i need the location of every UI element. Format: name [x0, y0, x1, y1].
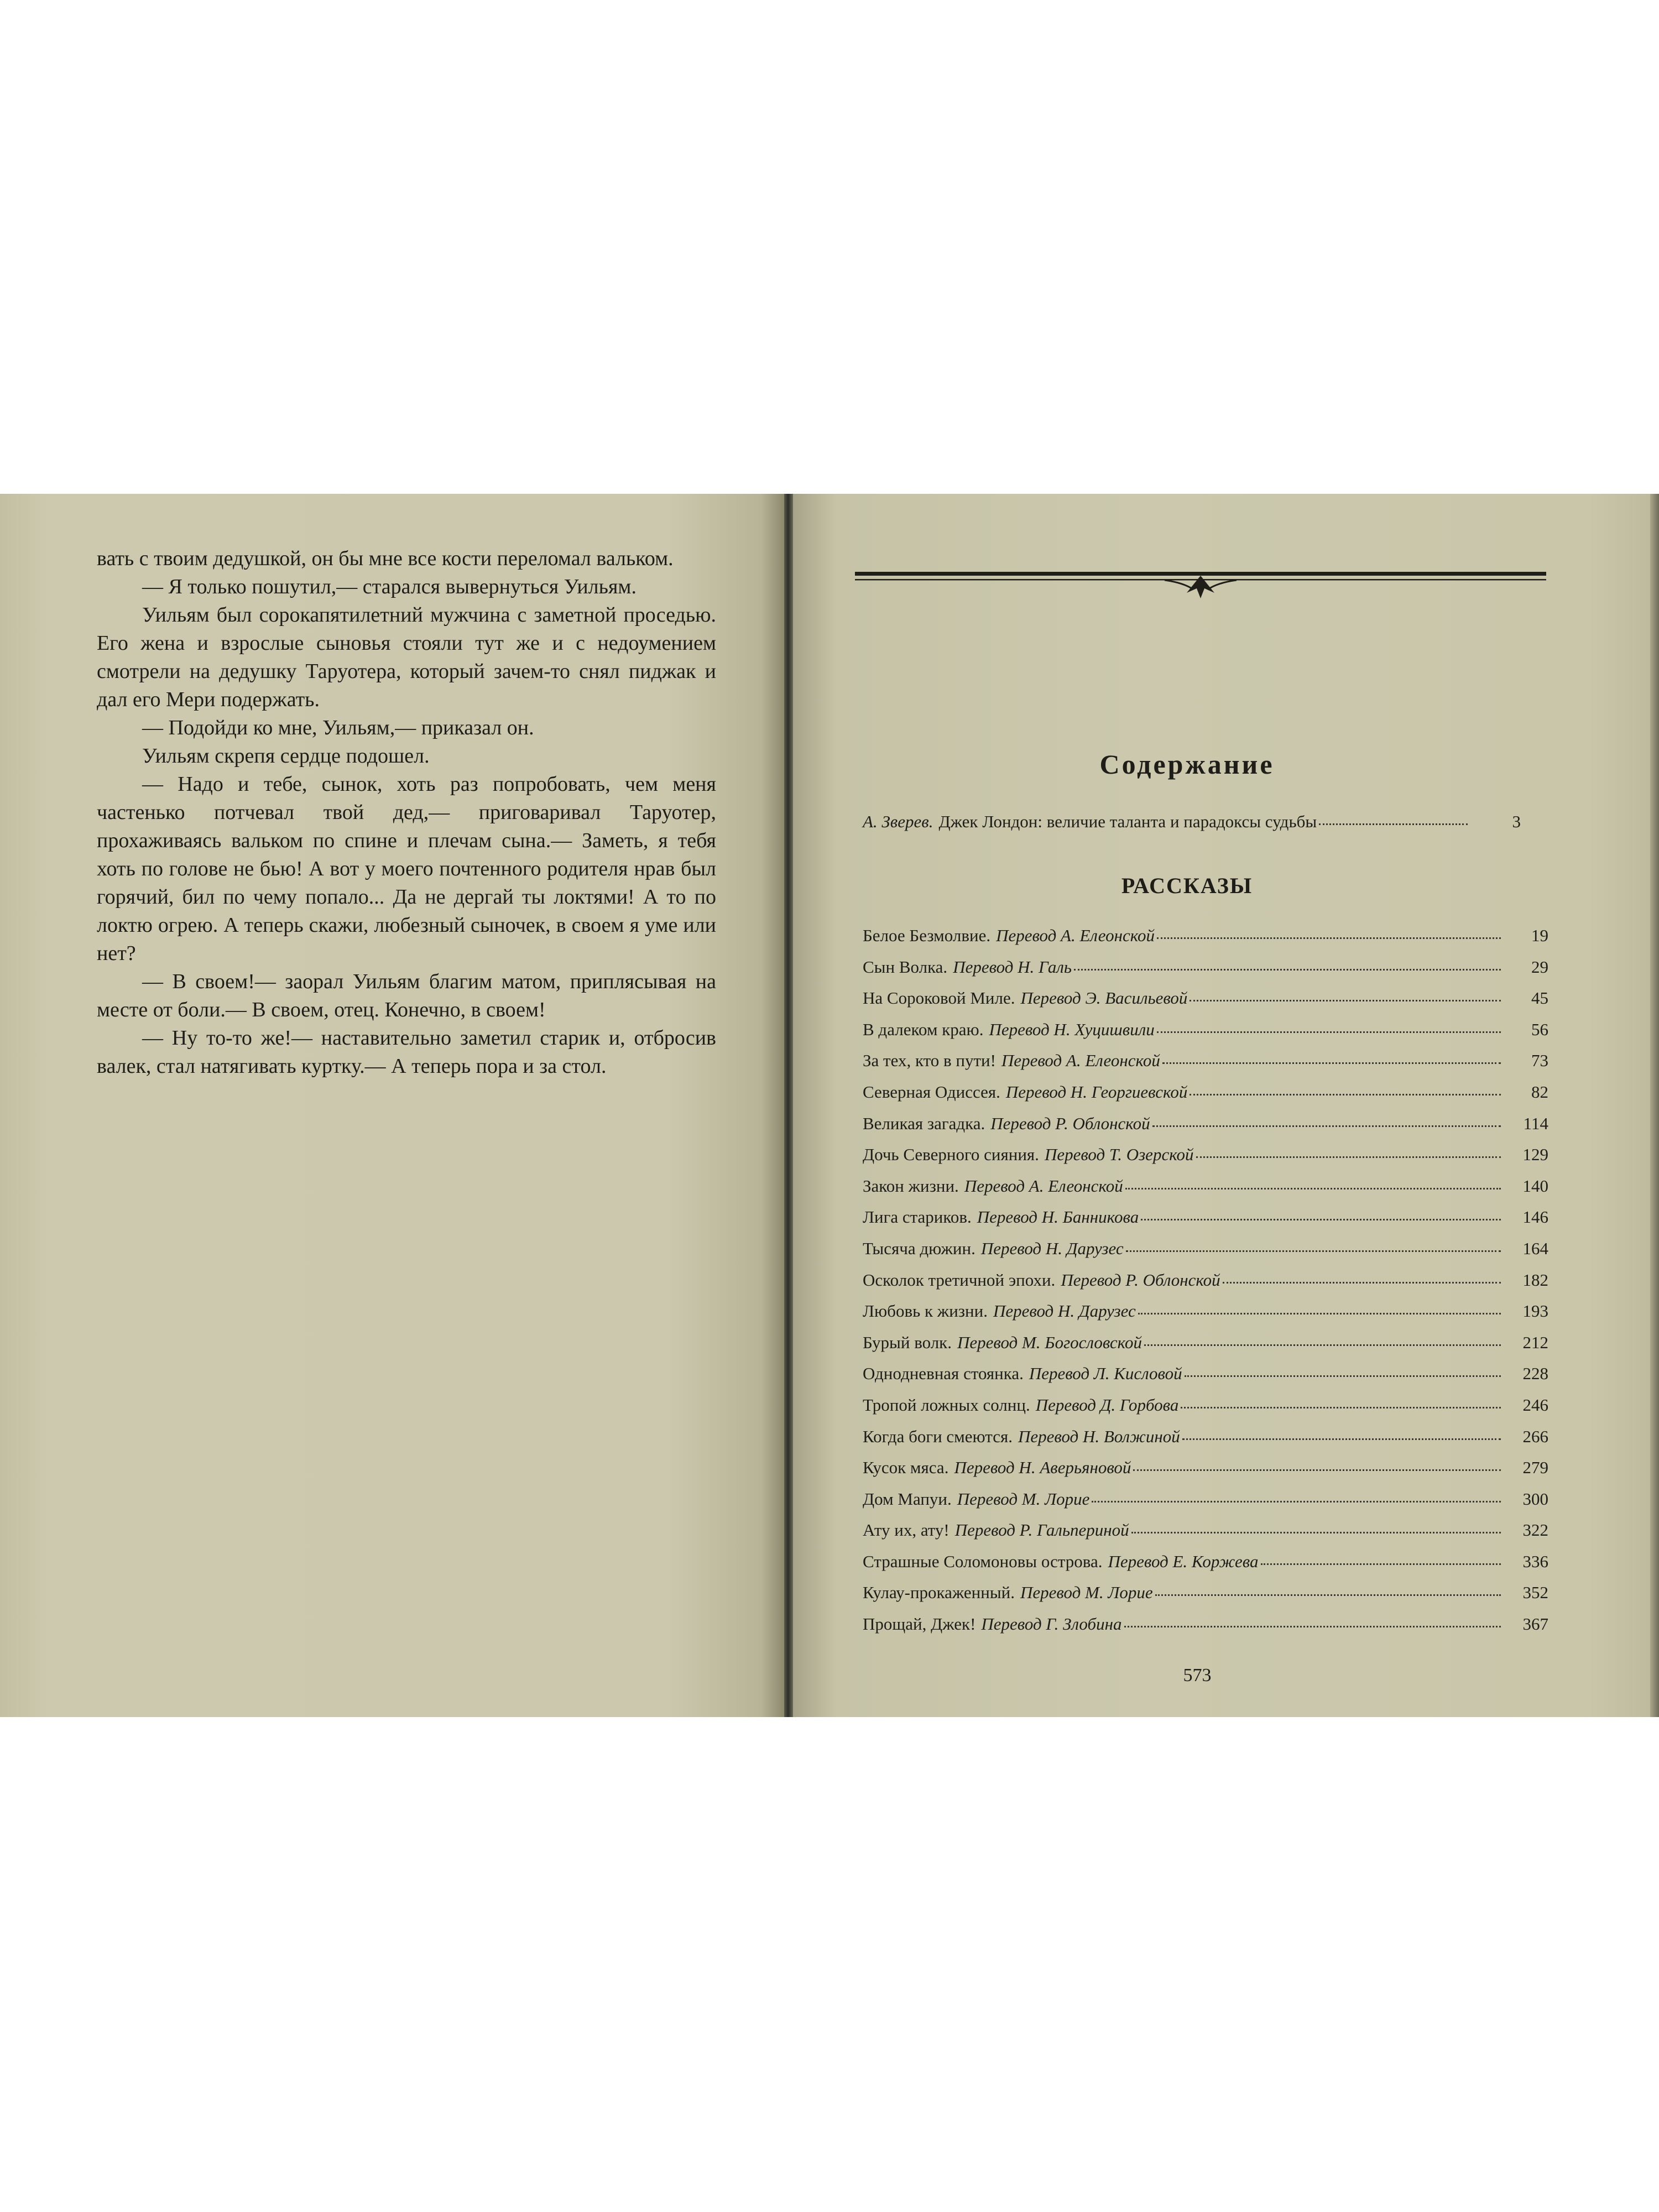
- entry-title: Лига стариков.: [863, 1207, 972, 1227]
- entry-title: Ату их, ату!: [863, 1520, 950, 1540]
- entry-translator: Перевод А. Елеонской: [964, 1176, 1123, 1196]
- entry-title: Кусок мяса.: [863, 1458, 949, 1478]
- entry-translator: Перевод Г. Злобина: [981, 1614, 1122, 1634]
- entry-title: На Сороковой Миле.: [863, 988, 1015, 1008]
- entry-translator: Перевод Н. Аверьяновой: [954, 1458, 1131, 1478]
- leader-dots: [1126, 1250, 1501, 1252]
- header-ornament-icon: [855, 561, 1546, 599]
- entry-title: Тропой ложных солнц.: [863, 1395, 1030, 1415]
- entry-translator: Перевод Р. Гальпериной: [954, 1520, 1129, 1540]
- entry-page-number: 212: [1522, 1332, 1548, 1352]
- toc-entry: [863, 1082, 1548, 1114]
- entry-title: Бурый волк.: [863, 1332, 952, 1352]
- paragraph: Уильям был сорокапятилетний мужчина с заметной проседью. Его жена и взрослые сыновья стояли тут же и с недоумением смотрели на дедушку Таруотера, который зачем-то снял пиджак и дал его Мери подержать.: [97, 603, 716, 711]
- entry-translator: Перевод М. Богословской: [957, 1332, 1142, 1352]
- leader-dots: [1133, 1469, 1501, 1471]
- entry-translator: Перевод Н. Дарузес: [993, 1301, 1136, 1321]
- leader-dots: [1157, 1031, 1501, 1033]
- toc-entry: [863, 1364, 1548, 1395]
- entry-title: Закон жизни.: [863, 1176, 959, 1196]
- entry-page-number: 228: [1522, 1364, 1548, 1384]
- intro-title: Джек Лондон: величие таланта и парадоксы судьбы: [938, 812, 1317, 831]
- entry-title: Тысяча дюжин.: [863, 1238, 975, 1258]
- entry-translator: Перевод Н. Георгиевской: [1005, 1082, 1188, 1102]
- entry-title: Кулау-прокаженный.: [863, 1583, 1015, 1603]
- leader-dots: [1152, 1125, 1501, 1127]
- entry-translator: Перевод Т. Озерской: [1044, 1145, 1194, 1165]
- leader-dots: [1131, 1531, 1501, 1533]
- entry-title: Северная Одиссея.: [863, 1082, 1000, 1102]
- entry-title: В далеком краю.: [863, 1019, 984, 1039]
- entry-title: Любовь к жизни.: [863, 1301, 988, 1321]
- leader-dots: [1196, 1156, 1501, 1158]
- entry-title: Когда боги смеются.: [863, 1426, 1013, 1446]
- entry-title: Дом Мапуи.: [863, 1489, 952, 1509]
- toc-entry: [863, 1520, 1548, 1552]
- entry-translator: Перевод Л. Кисловой: [1029, 1364, 1182, 1384]
- leader-dots: [1182, 1438, 1501, 1440]
- toc-entry: [863, 1301, 1548, 1333]
- entry-page-number: 114: [1523, 1113, 1548, 1133]
- entry-page-number: 266: [1522, 1426, 1548, 1446]
- entry-translator: Перевод А. Елеонской: [996, 926, 1155, 945]
- story-text: [97, 545, 716, 1081]
- leader-dots: [1141, 1218, 1501, 1220]
- entry-translator: Перевод Э. Васильевой: [1020, 988, 1188, 1008]
- entry-page-number: 45: [1531, 988, 1548, 1008]
- entry-page-number: 73: [1531, 1051, 1548, 1071]
- leader-dots: [1124, 1625, 1501, 1627]
- entry-translator: Перевод Н. Банникова: [977, 1207, 1139, 1227]
- leader-dots: [1074, 968, 1501, 971]
- paragraph: — Ну то-то же!— наставительно заметил старик и, отбросив валек, стал натягивать куртку.— А теперь пора и за стол.: [97, 1026, 716, 1078]
- leader-dots: [1092, 1500, 1501, 1503]
- toc-entry: [863, 1114, 1548, 1145]
- entry-page-number: 29: [1531, 957, 1548, 977]
- intro-author: А. Зверев.: [863, 812, 933, 831]
- entry-page-number: 19: [1531, 926, 1548, 945]
- entry-page-number: 193: [1522, 1301, 1548, 1321]
- leader-dots: [1185, 1375, 1501, 1377]
- entry-translator: Перевод М. Лорие: [957, 1489, 1090, 1509]
- entry-translator: Перевод Е. Коржева: [1108, 1551, 1259, 1571]
- paragraph: — Подойди ко мне, Уильям,— приказал он.: [142, 716, 534, 739]
- entry-page-number: 140: [1522, 1176, 1548, 1196]
- entry-page-number: 367: [1522, 1614, 1548, 1634]
- toc-entry: [863, 926, 1548, 957]
- leader-dots: [1155, 1594, 1501, 1596]
- toc-entry: [863, 1270, 1548, 1302]
- entry-title: За тех, кто в пути!: [863, 1051, 996, 1071]
- page-edge: [1650, 494, 1659, 1717]
- leader-dots: [1190, 999, 1501, 1001]
- entry-translator: Перевод Н. Дарузес: [980, 1238, 1124, 1258]
- toc-entry: [863, 1458, 1548, 1489]
- entry-page-number: 164: [1522, 1238, 1548, 1258]
- entry-translator: Перевод Р. Облонской: [1061, 1270, 1220, 1290]
- entry-translator: Перевод Н. Волжиной: [1018, 1426, 1180, 1446]
- entry-page-number: 352: [1522, 1583, 1548, 1603]
- entry-page-number: 279: [1522, 1458, 1548, 1478]
- leader-dots: [1190, 1093, 1501, 1095]
- entry-title: Белое Безмолвие.: [863, 926, 991, 945]
- entry-title: Осколок третичной эпохи.: [863, 1270, 1056, 1290]
- toc-entry: [863, 957, 1548, 989]
- toc-heading: Содержание: [1099, 749, 1275, 780]
- paragraph: — Я только пошутил,— старался вывернуться Уильям.: [142, 575, 637, 598]
- entry-translator: Перевод Д. Горбова: [1035, 1395, 1179, 1415]
- entry-title: Дочь Северного сияния.: [863, 1145, 1039, 1165]
- leader-dots: [1157, 937, 1501, 939]
- left-page: [0, 494, 784, 1717]
- entry-page-number: 300: [1522, 1489, 1548, 1509]
- toc-list: [863, 926, 1548, 1646]
- entry-title: Прощай, Джек!: [863, 1614, 976, 1634]
- toc-entry: [863, 1395, 1548, 1427]
- entry-translator: Перевод Н. Галь: [953, 957, 1072, 977]
- entry-page-number: 146: [1522, 1207, 1548, 1227]
- toc-entry: [863, 1427, 1548, 1458]
- entry-page-number: 56: [1531, 1019, 1548, 1039]
- intro-page-number: 3: [1512, 812, 1521, 831]
- book-spread: [0, 494, 1659, 1717]
- section-heading: РАССКАЗЫ: [1121, 873, 1253, 898]
- leader-dots: [1181, 1406, 1501, 1408]
- entry-translator: Перевод Р. Облонской: [990, 1113, 1150, 1133]
- entry-translator: Перевод М. Лорие: [1020, 1583, 1153, 1603]
- toc-entry: [863, 1207, 1548, 1239]
- page-number: 573: [1183, 1665, 1212, 1686]
- toc-entry: [863, 1239, 1548, 1270]
- entry-page-number: 246: [1522, 1395, 1548, 1415]
- entry-title: Страшные Соломоновы острова.: [863, 1551, 1103, 1571]
- leader-dots: [1261, 1563, 1501, 1565]
- toc-intro-entry: [863, 812, 1521, 839]
- leader-dots: [1223, 1281, 1501, 1284]
- toc-entry: [863, 1176, 1548, 1208]
- entry-title: Сын Волка.: [863, 957, 948, 977]
- entry-page-number: 336: [1522, 1551, 1548, 1571]
- entry-page-number: 82: [1531, 1082, 1548, 1102]
- toc-entry: [863, 1020, 1548, 1051]
- leader-dots: [1144, 1344, 1501, 1346]
- paragraph: вать с твоим дедушкой, он бы мне все кости переломал вальком.: [97, 547, 674, 570]
- paragraph: Уильям скрепя сердце подошел.: [142, 744, 430, 768]
- paragraph: — В своем!— заорал Уильям благим матом, приплясывая на месте от боли.— В своем, отец. Конечно, в своем!: [97, 970, 716, 1021]
- toc-entry: [863, 1552, 1548, 1583]
- toc-entry: [863, 1333, 1548, 1364]
- entry-page-number: 182: [1522, 1270, 1548, 1290]
- toc-entry: [863, 1489, 1548, 1521]
- entry-page-number: 322: [1522, 1520, 1548, 1540]
- toc-entry: [863, 988, 1548, 1020]
- toc-entry: [863, 1051, 1548, 1082]
- leader-dots: [1162, 1062, 1501, 1064]
- toc-entry: [863, 1145, 1548, 1176]
- book-gutter: [784, 494, 793, 1717]
- toc-entry: [863, 1614, 1548, 1646]
- entry-translator: Перевод А. Елеонской: [1001, 1051, 1160, 1071]
- leader-dots: [1125, 1187, 1501, 1190]
- toc-entry: [863, 1583, 1548, 1614]
- entry-title: Великая загадка.: [863, 1113, 985, 1133]
- leader-dots: [1319, 823, 1468, 825]
- entry-translator: Перевод Н. Хуцишвили: [989, 1019, 1155, 1039]
- leader-dots: [1138, 1312, 1501, 1314]
- entry-page-number: 129: [1522, 1145, 1548, 1165]
- paragraph: — Надо и тебе, сынок, хоть раз попробовать, чем меня частенько потчевал твой дед,— приговаривал Таруотер, прохаживаясь вальком по спине и плечам сына.— Заметь, я тебя хоть по голове не бью! А вот у моего почтенного родителя нрав был горячий, бил по чему попало... Да не дергай ты локтями! А то по локтю огрею. А теперь скажи, любезный сыночек, в своем я уме или нет?: [97, 773, 716, 965]
- entry-title: Однодневная стоянка.: [863, 1364, 1024, 1384]
